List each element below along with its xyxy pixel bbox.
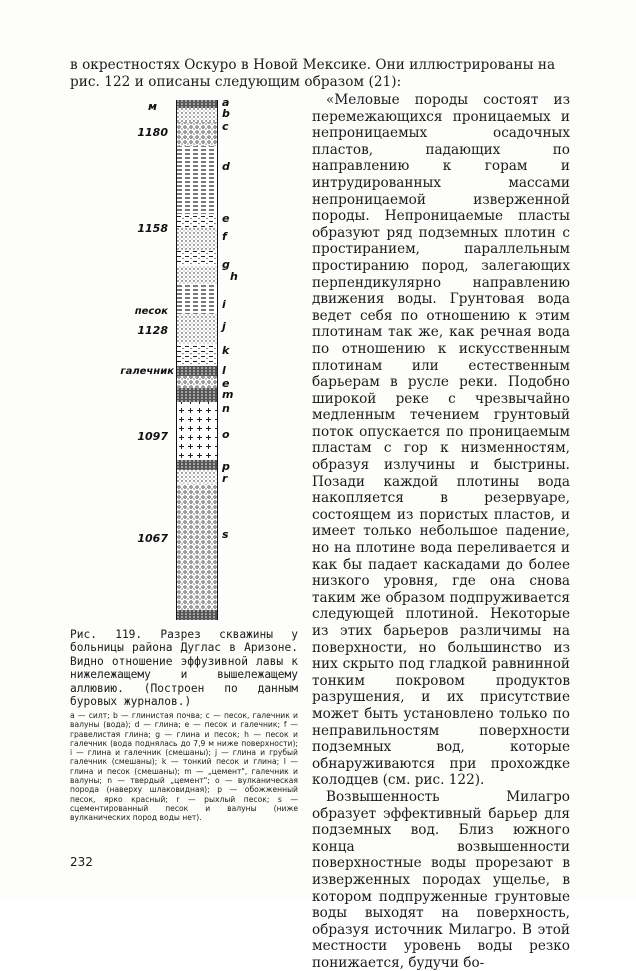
depth-label-1158: 1158 — [137, 222, 168, 235]
layer-letter-p: p — [222, 460, 230, 473]
layer-letter-g: g — [222, 258, 230, 271]
figure-caption: Рис. 119. Разрез скважины у больницы района Дуглас в Аризоне. Видно отношение эффузивной лавы к нижележащему и вышележащему аллювию. (Построен по данным буровых журналов.) — [70, 628, 298, 709]
layer-letter-e2: e — [222, 377, 230, 390]
figure-legend: a — силт; b — глинистая почва; c — песок, галечник и валуны (вода); d — глина; e — песок и галечник; f — гравелистая глина; g — глина и песок; h — песок и галечник (вода поднялась до 7,9 м ниже поверхности); i — глина и галечник (смешаны); j — глина и грубый галечник (смешаны); k — тонкий песок и глина; l — глина и песок (смешаны); m — „цемент", галечник и валуны; n — твердый „цемент"; o — вулканическая порода (наверху шлаковидная); p — обожженный песок, ярко красный; r — рыхлый песок; s — сцементированный песок и валуны (ниже вулканических пород воды нет). — [70, 711, 298, 823]
layer-letter-b: b — [222, 107, 230, 120]
borehole-column — [176, 100, 218, 620]
depth-label-1097: 1097 — [137, 430, 168, 443]
layer-letter-f: f — [222, 230, 227, 243]
layer-letter-o: o — [222, 428, 230, 441]
layer-letter-n: n — [222, 402, 230, 415]
layer-letter-s: s — [222, 528, 229, 541]
layer-letter-m: m — [222, 388, 234, 401]
layer-letter-d: d — [222, 160, 230, 173]
paragraph-1: «Меловые породы состоят из перемежающихся проницаемых и непроницаемых осадочных пластов, падающих по направлению к горам и интрудированных массами непроницаемой изверженной породы. Непроницаемые пласты образуют ряд подземных плотин с простиранием, параллельным простиранию пород, залегающих перпендикулярно направлению движения воды. Грунтовая вода ведет себя по отношению к этим плотинам так же, как речная вода по отношению к искусственным плотинам или естественным барьерам в русле реки. Подобно широкой реке с чрезвычайно медленным течением грунтовый поток опускается по проницаемым пластам с гор к низменностям, образуя излучины и быстрины. Позади каждой плотины вода накопляется в резервуаре, состоящем из пористых пластов, и имеет только небольшое падение, но на плотине вода переливается и как бы падает каскадами до более низкого уровня, где она снова таким же образом подпруживается следующей плотиной. Некоторые из этих барьеров различимы на поверхности, но большинство из них скрыто под гладкой равнинной тонким покровом продуктов разрушения, и их присутствие может быть установлено только по неправильностям поверхности подземных вод, которые обнаруживаются при прохождке колодцев (см. рис. 122). — [312, 92, 570, 789]
heading-line-2: рис. 122 и описаны следующим образом (21): — [70, 74, 402, 90]
layer-letter-e: e — [222, 212, 230, 225]
layer-letter-i: i — [222, 298, 226, 311]
layer-letter-l: l — [222, 364, 226, 377]
layer-letter-a: a — [222, 96, 230, 109]
main-text-column — [312, 92, 570, 971]
depth-label-1180: 1180 — [137, 126, 168, 139]
layer-letter-c: c — [222, 120, 229, 133]
layer-letter-h: h — [230, 270, 238, 283]
borehole-strata-drawing — [177, 100, 217, 620]
layer-letter-k: k — [222, 344, 230, 357]
page-number: 232 — [70, 855, 93, 869]
depth-label-1067: 1067 — [137, 532, 168, 545]
depth-label-1128: 1128 — [137, 324, 168, 337]
heading-line-1: в окрестностях Оскуро в Новой Мексике. Они иллюстрированы на — [70, 57, 556, 73]
gravel-label: галечник — [120, 366, 174, 377]
unit-label: м — [148, 100, 157, 113]
layer-letter-j: j — [222, 320, 226, 333]
layer-letter-r: r — [222, 472, 228, 485]
paragraph-2: Возвышенность Милагро образует эффективный барьер для подземных вод. Близ южного конца возвышенности поверхностные воды прорезают в изверженных породах ущелье, в котором подпруженные грунтовые воды выходят на поверхность, образуя источник Милагро. В этой местности уровень воды резко понижается, будучи бо- — [312, 788, 570, 971]
sand-label: песок — [134, 306, 168, 317]
